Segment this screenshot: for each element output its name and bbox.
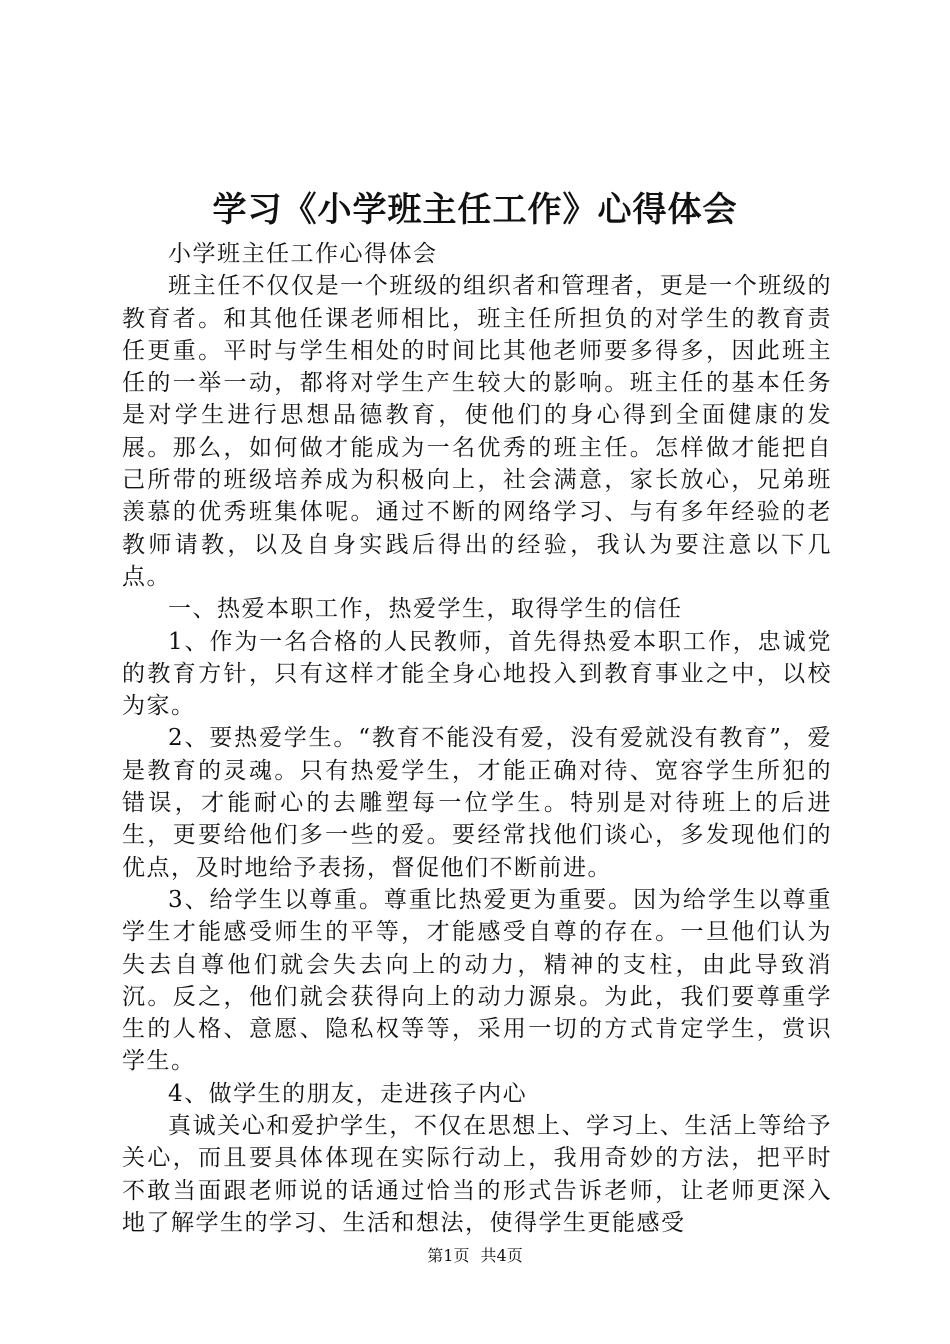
paragraph-point-3: 3、给学生以尊重。尊重比热爱更为重要。因为给学生以尊重学生才能感受师生的平等，才能感受自尊的存在。一旦他们认为失去自尊他们就会失去向上的动力，精神的支柱，由此导致消沉。反之，他们就会获得向上的动力源泉。为此，我们要尊重学生的人格、意愿、隐私权等等，采用一切的方式肯定学生，赏识学生。 [122,886,832,1075]
page-number: 第1页 [427,1246,470,1265]
paragraph-point-1: 1、作为一名合格的人民教师，首先得热爱本职工作，忠诚党的教育方针，只有这样才能全身心地投入到教育事业之中，以校为家。 [122,628,832,720]
page-total: 共4页 [480,1246,523,1265]
paragraph-point-2: 2、要热爱学生。“教育不能没有爱，没有爱就没有教育”，爱是教育的灵魂。只有热爱学生，才能正确对待、宽容学生所犯的错误，才能耐心的去雕塑每一位学生。特别是对待班上的后进生，更要给他们多一些的爱。要经常找他们谈心，多发现他们的优点，及时地给予表扬，督促他们不断前进。 [122,725,832,881]
document-title: 学习《小学班主任工作》心得体会 [212,190,738,230]
paragraph-point-4-body: 真诚关心和爱护学生，不仅在思想上、学习上、生活上等给予关心，而且要具体体现在实际行动上，我用奇妙的方法，把平时不敢当面跟老师说的话通过恰当的形式告诉老师，让老师更深入地了解学生的学习、生活和想法，使得学生更能感受 [122,1113,832,1236]
paragraph-subtitle: 小学班主任工作心得体会 [168,241,438,267]
paragraph-point-4-heading: 4、做学生的朋友，走进孩子内心 [168,1080,528,1107]
section-heading-1: 一、热爱本职工作，热爱学生，取得学生的信任 [168,596,683,623]
paragraph-intro: 班主任不仅仅是一个班级的组织者和管理者，更是一个班级的教育者。和其他任课老师相比，班主任所担负的对学生的教育责任更重。平时与学生相处的时间比其他老师要多得多，因此班主任的一举一动，都将对学生产生较大的影响。班主任的基本任务是对学生进行思想品德教育，使他们的身心得到全面健康的发展。那么，如何做才能成为一名优秀的班主任。怎样做才能把自己所带的班级培养成为积极向上，社会满意，家长放心，兄弟班羡慕的优秀班集体呢。通过不断的网络学习、与有多年经验的老教师请教，以及自身实践后得出的经验，我认为要注意以下几点。 [122,273,832,590]
document-body [122,238,832,1239]
page-footer [0,1244,950,1268]
